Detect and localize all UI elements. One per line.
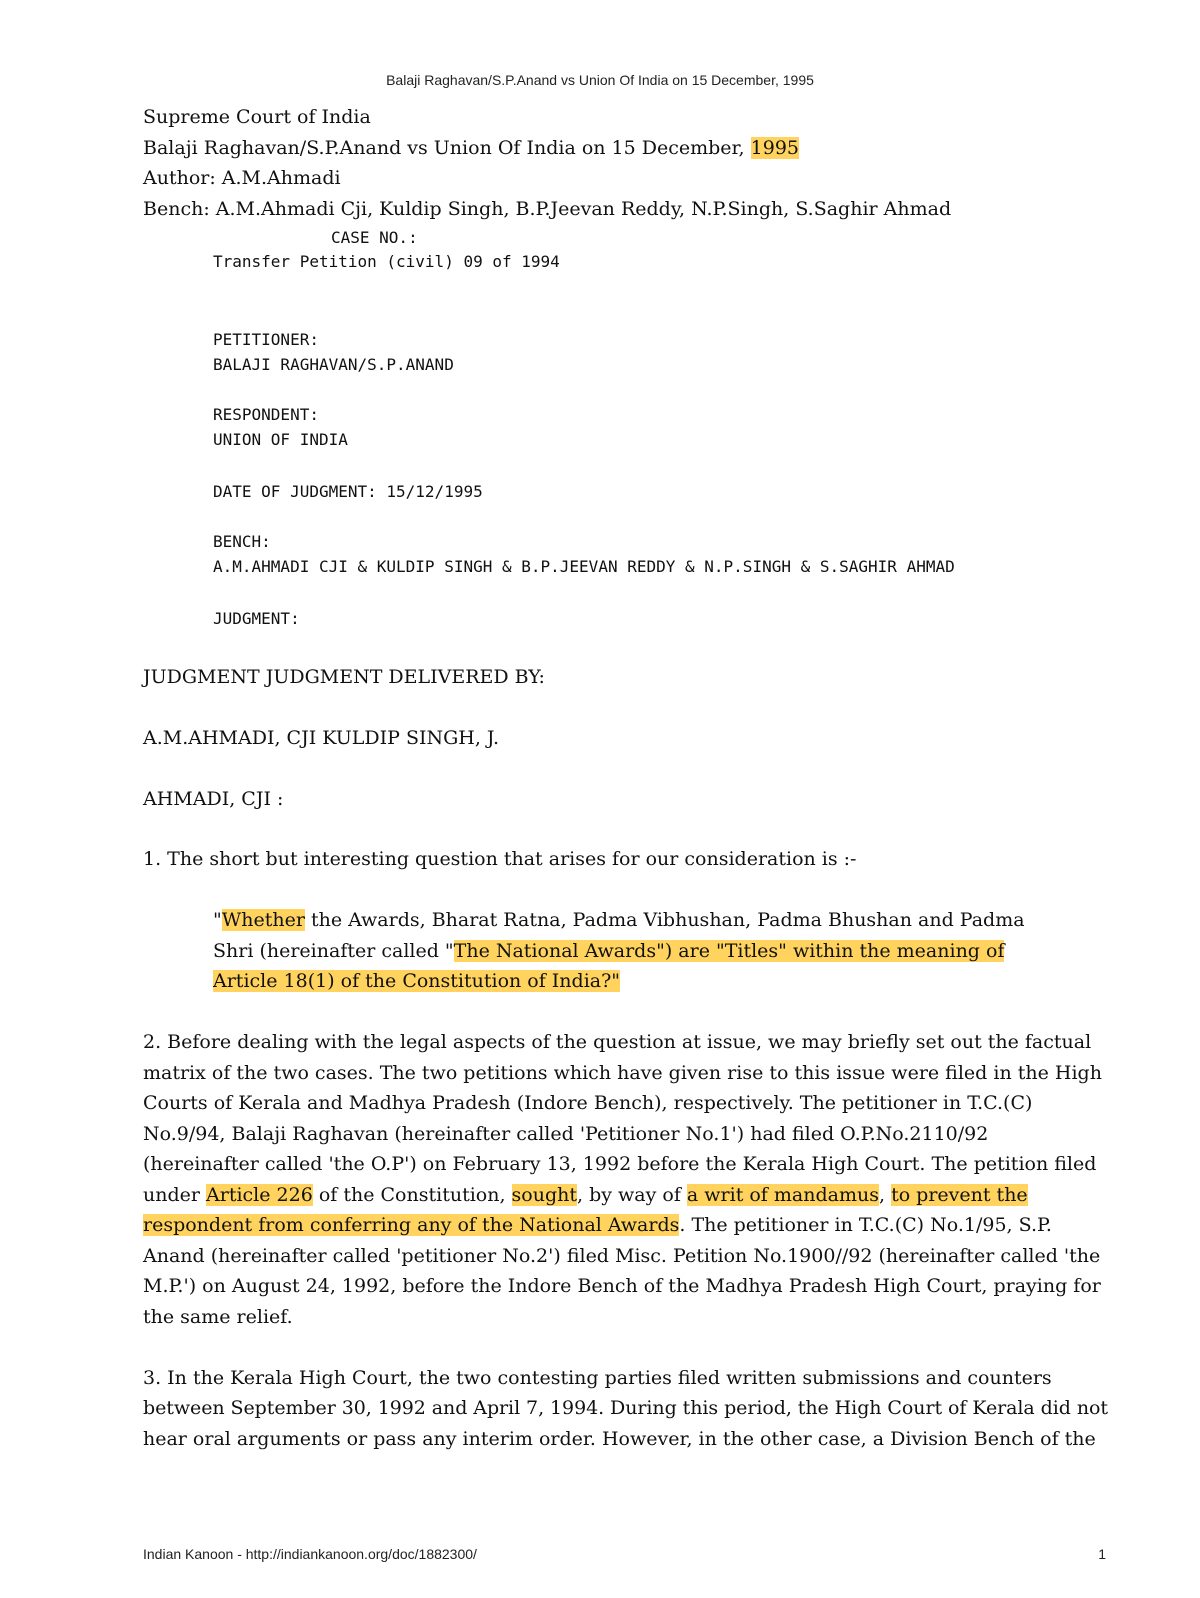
- paragraph-text: under: [143, 1184, 207, 1206]
- quote-line-2: [213, 940, 1004, 962]
- running-header: Balaji Raghavan/S.P.Anand vs Union Of India on 15 December, 1995: [386, 72, 814, 88]
- highlight-national-awards: The National Awards") are "Titles" within the meaning of: [453, 940, 1005, 962]
- quote-line-1: [213, 909, 1025, 931]
- judges-line: A.M.AHMADI, CJI KULDIP SINGH, J.: [143, 727, 500, 749]
- respondent-label: RESPONDENT:: [213, 405, 319, 424]
- paragraph-2-line: M.P.') on August 24, 1992, before the Indore Bench of the Madhya Pradesh High Court, praying for: [143, 1275, 1101, 1297]
- paragraph-2-line: Courts of Kerala and Madhya Pradesh (Indore Bench), respectively. The petitioner in T.C.(C): [143, 1092, 1033, 1114]
- paragraph-text: ,: [878, 1184, 892, 1206]
- paragraph-text: , by way of: [577, 1184, 687, 1206]
- judgment-heading: JUDGMENT JUDGMENT DELIVERED BY:: [143, 666, 545, 688]
- highlight-writ: a writ of mandamus: [686, 1184, 879, 1206]
- highlight-respondent: respondent from conferring any of the National Awards: [143, 1214, 680, 1236]
- quote-text: Shri (hereinafter called ": [213, 940, 454, 962]
- bench-line: Bench: A.M.Ahmadi Cji, Kuldip Singh, B.P.Jeevan Reddy, N.P.Singh, S.Saghir Ahmad: [143, 198, 952, 220]
- court-name: Supreme Court of India: [143, 106, 371, 128]
- paragraph-2-line: [143, 1214, 1052, 1236]
- paragraph-3-line: hear oral arguments or pass any interim order. However, in the other case, a Division Bench of the: [143, 1428, 1096, 1450]
- petitioner-label: PETITIONER:: [213, 330, 319, 349]
- bench-value: A.M.AHMADI CJI & KULDIP SINGH & B.P.JEEVAN REDDY & N.P.SINGH & S.SAGHIR AHMAD: [213, 557, 955, 576]
- document-title: [143, 137, 799, 159]
- paragraph-2-line: 2. Before dealing with the legal aspects of the question at issue, we may briefly set out the factual: [143, 1031, 1092, 1053]
- speaker-line: AHMADI, CJI :: [143, 788, 284, 810]
- paragraph-2-line: (hereinafter called 'the O.P') on February 13, 1992 before the Kerala High Court. The petition filed: [143, 1153, 1097, 1175]
- highlight-whether: Whether: [221, 909, 305, 931]
- respondent-value: UNION OF INDIA: [213, 430, 348, 449]
- paragraph-2-line: [143, 1184, 1028, 1206]
- case-no-value: Transfer Petition (civil) 09 of 1994: [213, 252, 560, 271]
- highlight-year: 1995: [750, 137, 799, 159]
- author-line: Author: A.M.Ahmadi: [143, 167, 341, 189]
- quote-text: the Awards, Bharat Ratna, Padma Vibhushan, Padma Bhushan and Padma: [304, 909, 1025, 931]
- petitioner-value: BALAJI RAGHAVAN/S.P.ANAND: [213, 355, 454, 374]
- highlight-article-18: Article 18(1) of the Constitution of India?": [213, 970, 621, 992]
- title-text: Balaji Raghavan/S.P.Anand vs Union Of India on 15 December,: [143, 137, 751, 159]
- judgment-date: DATE OF JUDGMENT: 15/12/1995: [213, 482, 483, 501]
- highlight-sought: sought: [511, 1184, 578, 1206]
- paragraph-1: 1. The short but interesting question that arises for our consideration is :-: [143, 848, 857, 870]
- paragraph-2-line: the same relief.: [143, 1306, 293, 1328]
- quote-line-3: [213, 970, 620, 992]
- footer-source-link[interactable]: Indian Kanoon - http://indiankanoon.org/doc/1882300/: [143, 1546, 477, 1562]
- paragraph-text: . The petitioner in T.C.(C) No.1/95, S.P.: [679, 1214, 1052, 1236]
- paragraph-2-line: No.9/94, Balaji Raghavan (hereinafter called 'Petitioner No.1') had filed O.P.No.2110/92: [143, 1123, 989, 1145]
- paragraph-3-line: 3. In the Kerala High Court, the two contesting parties filed written submissions and counters: [143, 1367, 1052, 1389]
- paragraph-2-line: matrix of the two cases. The two petitions which have given rise to this issue were filed in the High: [143, 1062, 1102, 1084]
- paragraph-2-line: Anand (hereinafter called 'petitioner No.2') filed Misc. Petition No.1900//92 (hereinafter called 'the: [143, 1245, 1101, 1267]
- case-no-label: CASE NO.:: [331, 228, 418, 247]
- judgment-label: JUDGMENT:: [213, 609, 300, 628]
- highlight-prevent: to prevent the: [891, 1184, 1028, 1206]
- paragraph-text: of the Constitution,: [312, 1184, 512, 1206]
- page-number: 1: [1098, 1546, 1106, 1562]
- paragraph-3-line: between September 30, 1992 and April 7, 1994. During this period, the High Court of Kerala did not: [143, 1397, 1108, 1419]
- highlight-article-226: Article 226: [206, 1184, 313, 1206]
- quote-text: ": [213, 909, 222, 931]
- bench-label: BENCH:: [213, 532, 271, 551]
